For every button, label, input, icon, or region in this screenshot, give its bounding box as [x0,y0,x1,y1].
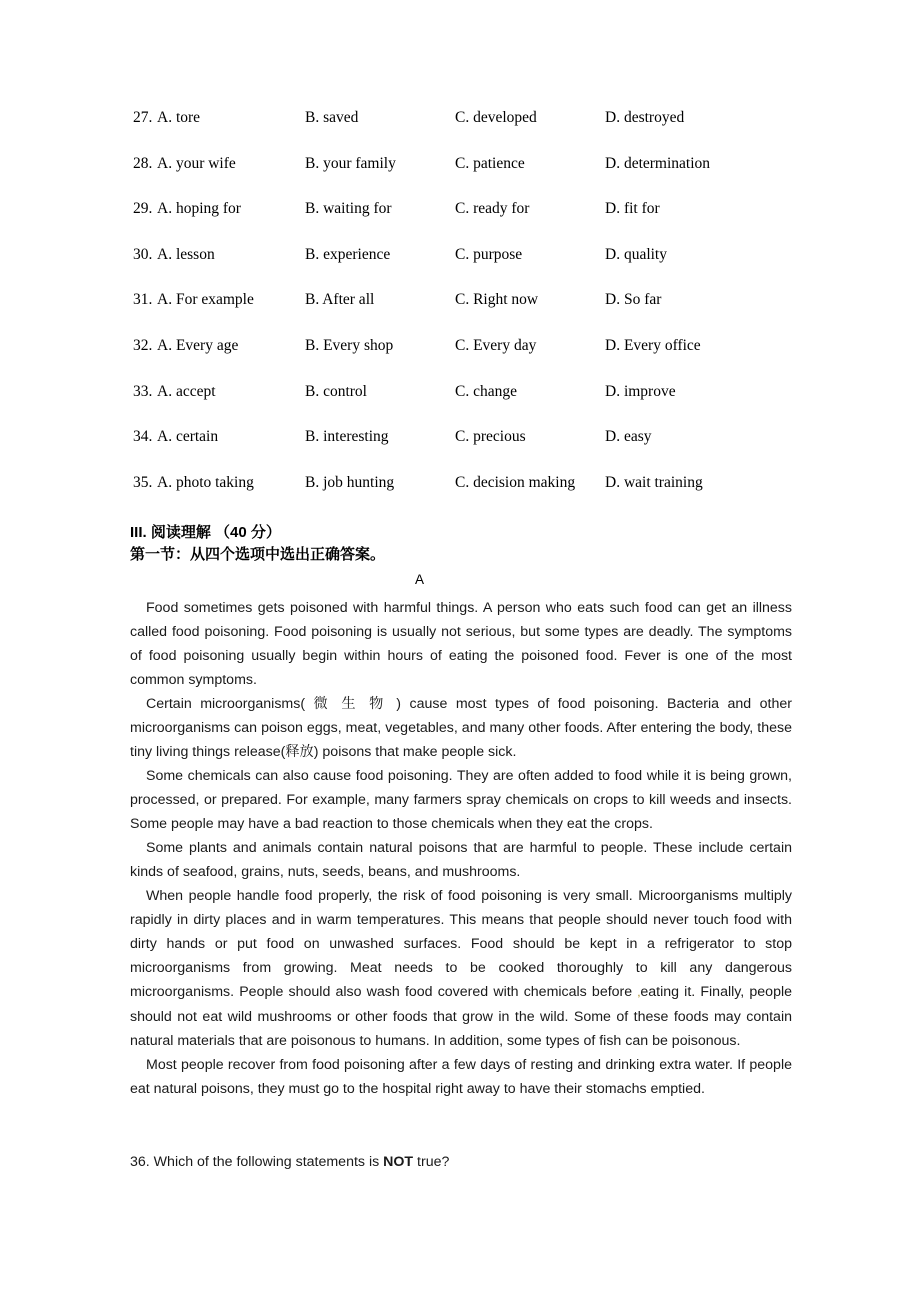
choice-option-b: B. Every shop [305,336,394,354]
choice-option-c: C. Every day [455,336,537,354]
passage-paragraph-6: Most people recover from food poisoning after a few days of resting and drinking extra water. If people eat natural poisons, they must go to the hospital right away to have their stomachs emptied. [130,1057,792,1097]
choice-option-b: B. job hunting [305,473,395,491]
cloze-choices-block [133,108,833,518]
choice-option-c: C. developed [455,109,537,126]
choice-option-a-text: A. lesson [157,245,215,263]
choice-option-a: 30. [133,245,153,263]
choice-option-d: D. easy [605,428,652,446]
choice-option-a: 29. [133,200,153,218]
choice-option-c: C. change [455,382,517,400]
choice-option-b: B. saved [305,109,359,126]
choice-row [133,108,833,154]
question-36-emphasis: NOT [383,1154,414,1170]
stray-mark-artifact: , [637,987,641,999]
passage-paragraph-1: Food sometimes gets poisoned with harmful things. A person who eats such food can get an illness called food poisoning. Food poisoning is usually not serious, but some types are deadly. The symptoms of food poisoning usually begin within hours of eating the poisoned food. Fever is one of the most common symptoms. [130,600,792,688]
choice-option-c: C. precious [455,428,526,446]
choice-option-a-text: A. hoping for [157,200,241,218]
choice-option-a-text: A. accept [157,382,216,400]
choice-option-d: D. So far [605,291,662,309]
choice-option-a: 33. [133,382,153,400]
passage-paragraph-4: Some plants and animals contain natural poisons that are harmful to people. These include certain kinds of seafood, grains, nuts, seeds, beans, and mushrooms. [130,840,792,880]
choice-option-d: D. wait training [605,473,703,491]
choice-option-c: C. decision making [455,473,576,491]
choice-option-d: D. determination [605,154,711,172]
choice-option-d: D. quality [605,245,667,263]
choice-option-a-text: A. Every age [157,336,239,354]
choice-option-d: D. fit for [605,200,660,218]
passage-p5-part2: eating it. Finally, people should not eat wild mushrooms or other foods that grow in the wild. Some of these foods may contain natural materials that are poisonous to humans. In addition, some types of fish can be poisonous. [130,984,793,1049]
choice-option-a-text: A. photo taking [157,473,254,491]
choice-row [133,290,833,336]
choice-option-c: C. purpose [455,245,523,263]
choice-option-d: D. Every office [605,336,701,354]
choice-option-d: D. destroyed [605,109,685,126]
choice-option-b: B. control [305,382,367,400]
choice-option-a: 27. [133,109,153,126]
choice-option-c: C. Right now [455,291,539,309]
passage-paragraph-3: Some chemicals can also cause food poisoning. They are often added to food while it is being grown, processed, or prepared. For example, many farmers spray chemicals on crops to kill weeds and insects. Some people may have a bad reaction to those chemicals when they eat the crops. [130,768,792,832]
choice-row [133,382,833,428]
choice-option-a-text: A. your wife [157,154,236,172]
choice-option-a: 32. [133,336,153,354]
choice-option-a: 35. [133,473,153,491]
question-36-prefix: 36. Which of the following statements is [130,1154,384,1170]
choice-row [133,245,833,291]
passage-paragraph-5 [130,884,792,1053]
section-heading-reading: III. 阅读理解 （40 分） [130,524,281,541]
choice-option-b: B. waiting for [305,200,392,218]
choice-option-a-text: A. certain [157,428,219,446]
question-36-suffix: true? [413,1154,450,1170]
choice-option-a: 31. [133,291,153,309]
passage-paragraph-2 [130,692,792,764]
choice-option-c: C. ready for [455,200,530,218]
choice-option-b: B. interesting [305,428,389,446]
choice-option-a: 28. [133,154,153,172]
choice-row [133,199,833,245]
choice-option-a-text: A. tore [157,109,201,126]
choice-row [133,154,833,200]
choice-option-b: B. After all [305,291,375,309]
passage-p2-part1: Certain microorganisms( [146,696,314,712]
passage-letter-label: A [415,572,425,587]
choice-row [133,427,833,473]
choice-row [133,473,833,519]
passage-p5-part1: When people handle food properly, the risk of food poisoning is very small. Microorganisms multiply rapidly in dirty places and in warm temperatures. This means that people should never touch food with dirty hands or put food on unwashed surfaces. Food should be kept in a refrigerator to stop microorganisms from growing. Meat needs to be cooked thoroughly to kill any dangerous microorganisms. People should also wash food covered with chemicals before [130,888,792,1000]
gloss-microorganism: 微 生 物 [313,696,388,712]
choice-option-a: 34. [133,428,153,446]
passage-p2-part2: ) cause most types of food poisoning. Bacteria and other microorganisms can poison eggs, meat, vegetables, and many other foods. After entering the body, these tiny living things release( [130,696,792,760]
section-heading-part-one: 第一节：从四个选项中选出正确答案。 [130,546,386,563]
choice-row [133,336,833,382]
reading-passage-a [130,596,792,1101]
choice-option-d: D. improve [605,382,676,400]
passage-p2-part3: ) poisons that make people sick. [313,744,517,760]
choice-option-a-text: A. For example [157,291,254,309]
question-36 [130,1150,792,1174]
choice-option-b: B. experience [305,245,391,263]
choice-option-b: B. your family [305,154,396,172]
gloss-release: 释放 [285,744,314,760]
choice-option-c: C. patience [455,154,525,172]
